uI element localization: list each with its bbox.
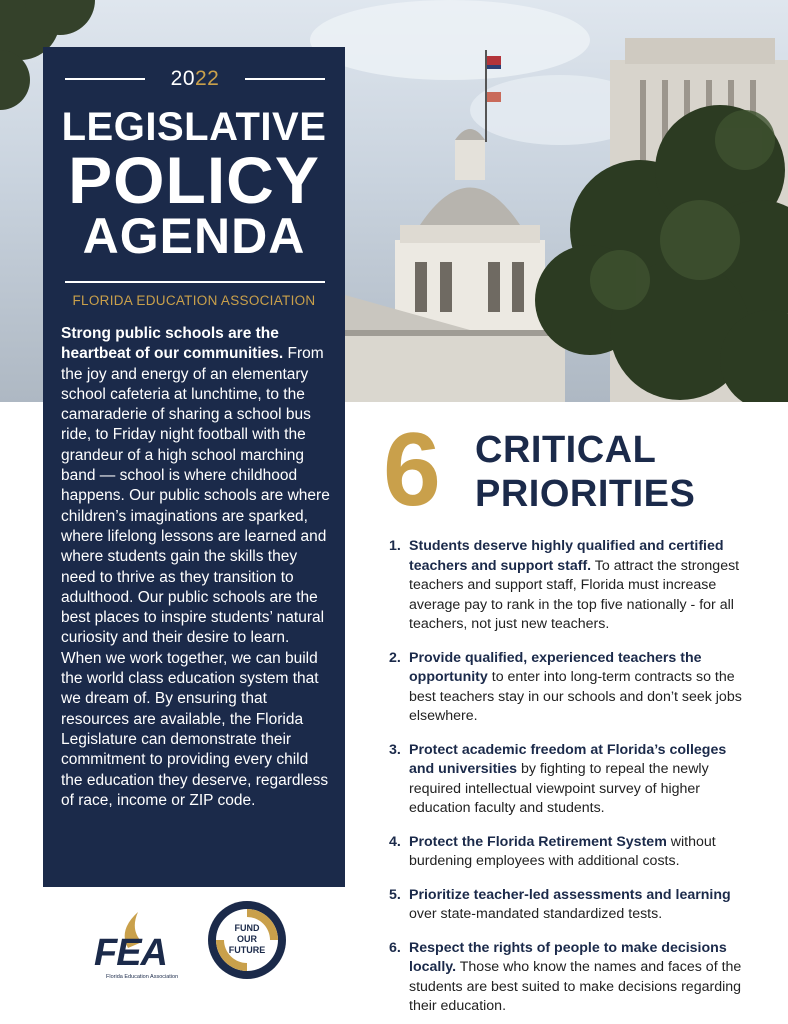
year-prefix: 20	[170, 67, 195, 90]
priority-item	[389, 833, 749, 872]
priority-text: To attract the strongest teachers and support staff, Florida must increase average pay to rank in the top five nationally - for all teachers, not just new teachers.	[409, 557, 740, 632]
priority-number: 5.	[389, 886, 401, 903]
title-panel	[43, 47, 345, 887]
badge-line-3: FUTURE	[228, 945, 266, 955]
fea-logo	[88, 908, 198, 988]
priorities-heading	[475, 428, 695, 516]
priority-text: Those who know the names and faces of the students are best suited to make decisions regarding their education.	[409, 959, 742, 1014]
priority-bold: Prioritize teacher-led assessments and learning	[409, 886, 731, 903]
priority-text: over state-mandated standardized tests.	[409, 906, 663, 922]
priority-item	[389, 939, 749, 1017]
priorities-list	[389, 537, 749, 1017]
priority-item	[389, 886, 749, 925]
priority-item	[389, 741, 749, 819]
priority-bold: Students deserve highly qualified and certified teachers and support staff.	[409, 538, 724, 574]
priority-item	[389, 649, 749, 727]
divider-bottom	[65, 281, 325, 283]
intro-paragraph	[61, 324, 333, 811]
fea-letters: FEA	[94, 932, 167, 974]
badge-line-1: FUND	[234, 923, 260, 933]
priority-bold: Protect the Florida Retirement System	[409, 833, 667, 850]
priority-number: 2.	[389, 649, 401, 666]
title-line-3: AGENDA	[82, 208, 306, 264]
priority-text: to enter into long-term contracts so the best teachers stay in our schools and don’t seek jobs elsewhere.	[409, 669, 742, 724]
priorities-number: 6	[383, 412, 441, 528]
priority-bold: Provide qualified, experienced teachers the opportunity	[409, 649, 702, 685]
fea-subtitle: Florida Education Association	[106, 974, 179, 980]
priority-number: 3.	[389, 741, 401, 758]
title-line-1: LEGISLATIVE	[61, 105, 327, 149]
year-suffix: 22	[195, 67, 220, 90]
divider-right	[245, 78, 325, 80]
year-row	[65, 69, 325, 89]
priority-bold: Respect the rights of people to make decisions locally.	[409, 939, 727, 975]
intro-body: From the joy and energy of an elementary school cafeteria at lunchtime, to the camaraderie of sharing a school bus ride, to Friday night football with the grandeur of a high school marching band — school is where childhood happens. Our public schools are where children’s imaginations are sparked, where lifelong lessons are learned and where students gain the skills they need to thrive as they transition to adulthood. Our public schools are the best places to inspire students’ natural curiosity and their desire to learn. When we work together, we can build the world class education system that we dream of. By ensuring that resources are available, the Florida Legislature can demonstrate their commitment to providing every child the education they deserve, regardless of race, income or ZIP code.	[61, 345, 330, 809]
priority-number: 4.	[389, 833, 401, 850]
organization-name: FLORIDA EDUCATION ASSOCIATION	[72, 293, 316, 308]
badge-line-2: OUR	[237, 934, 257, 944]
priorities-heading-line-2: PRIORITIES	[475, 473, 696, 515]
priority-bold: Protect academic freedom at Florida’s colleges and universities	[409, 741, 727, 777]
priority-number: 6.	[389, 939, 401, 956]
intro-lead: Strong public schools are the heartbeat of our communities.	[61, 325, 284, 363]
priority-number: 1.	[389, 538, 401, 554]
fund-our-future-badge	[207, 900, 287, 980]
priority-text: without burdening employees with additional costs.	[409, 833, 716, 869]
priority-text: by fighting to repeal the newly required intellectual viewpoint survey of higher education faculty and students.	[409, 761, 709, 816]
priorities-heading-line-1: CRITICAL	[475, 429, 657, 471]
priority-item	[389, 537, 749, 635]
title-line-2: POLICY	[68, 143, 320, 217]
badge-graphic	[207, 900, 287, 980]
